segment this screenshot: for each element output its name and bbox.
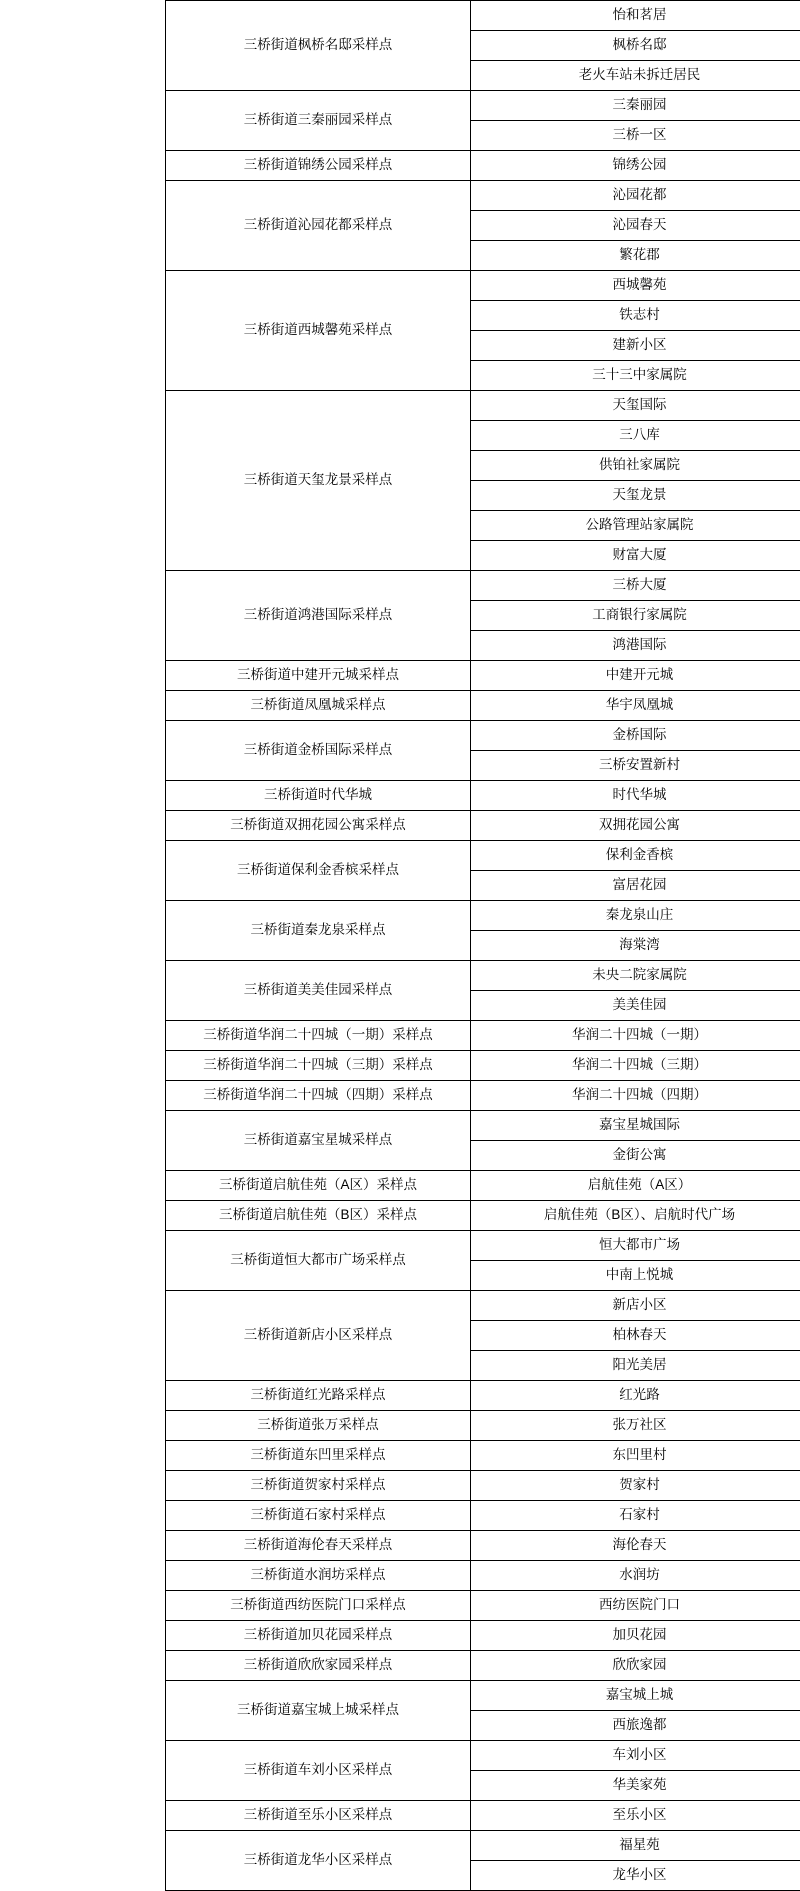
sampling-site-cell: 三桥街道张万采样点 xyxy=(166,1411,471,1441)
table-row xyxy=(166,961,800,991)
table-row xyxy=(166,691,800,721)
table-row xyxy=(166,151,800,181)
sampling-site-cell: 三桥街道贺家村采样点 xyxy=(166,1471,471,1501)
sampling-site-cell: 三桥街道龙华小区采样点 xyxy=(166,1831,471,1891)
sampling-site-cell: 三桥街道保利金香槟采样点 xyxy=(166,841,471,901)
sampling-site-cell: 三桥街道石家村采样点 xyxy=(166,1501,471,1531)
community-cell: 车刘小区 xyxy=(471,1741,800,1771)
sampling-site-cell: 三桥街道新店小区采样点 xyxy=(166,1291,471,1381)
table-row xyxy=(166,1111,800,1141)
community-cell: 柏林春天 xyxy=(471,1321,800,1351)
table-row xyxy=(166,1021,800,1051)
sampling-site-cell: 三桥街道至乐小区采样点 xyxy=(166,1801,471,1831)
community-cell: 嘉宝城上城 xyxy=(471,1681,800,1711)
table-row xyxy=(166,1231,800,1261)
sampling-site-cell: 三桥街道天玺龙景采样点 xyxy=(166,391,471,571)
table-body xyxy=(166,1,800,1891)
table-row xyxy=(166,1441,800,1471)
table-row xyxy=(166,1651,800,1681)
community-cell: 西城馨苑 xyxy=(471,271,800,301)
sampling-site-cell: 三桥街道启航佳苑（A区）采样点 xyxy=(166,1171,471,1201)
sampling-site-cell: 三桥街道欣欣家园采样点 xyxy=(166,1651,471,1681)
community-cell: 阳光美居 xyxy=(471,1351,800,1381)
sampling-site-cell: 三桥街道嘉宝城上城采样点 xyxy=(166,1681,471,1741)
community-cell: 恒大都市广场 xyxy=(471,1231,800,1261)
community-cell: 中南上悦城 xyxy=(471,1261,800,1291)
table-row xyxy=(166,1561,800,1591)
sampling-site-cell: 三桥街道金桥国际采样点 xyxy=(166,721,471,781)
table-row xyxy=(166,571,800,601)
table-row xyxy=(166,271,800,301)
community-cell: 繁花郡 xyxy=(471,241,800,271)
sampling-site-cell: 三桥街道时代华城 xyxy=(166,781,471,811)
sampling-site-cell: 三桥街道枫桥名邸采样点 xyxy=(166,1,471,91)
table-row xyxy=(166,1291,800,1321)
table-row xyxy=(166,811,800,841)
sampling-site-cell: 三桥街道沁园花都采样点 xyxy=(166,181,471,271)
table-row xyxy=(166,1411,800,1441)
community-cell: 三桥一区 xyxy=(471,121,800,151)
sampling-site-cell: 三桥街道东凹里采样点 xyxy=(166,1441,471,1471)
table-row xyxy=(166,661,800,691)
community-cell: 华润二十四城（一期） xyxy=(471,1021,800,1051)
table-row xyxy=(166,1471,800,1501)
table-row xyxy=(166,901,800,931)
community-cell: 时代华城 xyxy=(471,781,800,811)
table-row xyxy=(166,91,800,121)
community-cell: 双拥花园公寓 xyxy=(471,811,800,841)
community-cell: 华宇凤凰城 xyxy=(471,691,800,721)
community-cell: 公路管理站家属院 xyxy=(471,511,800,541)
community-cell: 枫桥名邸 xyxy=(471,31,800,61)
community-cell: 锦绣公园 xyxy=(471,151,800,181)
community-cell: 海伦春天 xyxy=(471,1531,800,1561)
community-cell: 财富大厦 xyxy=(471,541,800,571)
sampling-site-cell: 三桥街道海伦春天采样点 xyxy=(166,1531,471,1561)
table-row xyxy=(166,781,800,811)
community-cell: 至乐小区 xyxy=(471,1801,800,1831)
community-cell: 西旅逸都 xyxy=(471,1711,800,1741)
community-cell: 海棠湾 xyxy=(471,931,800,961)
sampling-site-cell: 三桥街道启航佳苑（B区）采样点 xyxy=(166,1201,471,1231)
community-cell: 沁园花都 xyxy=(471,181,800,211)
sampling-site-cell: 三桥街道中建开元城采样点 xyxy=(166,661,471,691)
community-cell: 石家村 xyxy=(471,1501,800,1531)
sampling-site-cell: 三桥街道锦绣公园采样点 xyxy=(166,151,471,181)
community-cell: 铁志村 xyxy=(471,301,800,331)
sampling-site-cell: 三桥街道水润坊采样点 xyxy=(166,1561,471,1591)
community-cell: 三桥安置新村 xyxy=(471,751,800,781)
community-cell: 秦龙泉山庄 xyxy=(471,901,800,931)
sampling-site-cell: 三桥街道西纺医院门口采样点 xyxy=(166,1591,471,1621)
sampling-site-cell: 三桥街道西城馨苑采样点 xyxy=(166,271,471,391)
community-cell: 天玺龙景 xyxy=(471,481,800,511)
sampling-site-cell: 三桥街道凤凰城采样点 xyxy=(166,691,471,721)
community-cell: 华美家苑 xyxy=(471,1771,800,1801)
community-cell: 美美佳园 xyxy=(471,991,800,1021)
community-cell: 西纺医院门口 xyxy=(471,1591,800,1621)
table-row xyxy=(166,1081,800,1111)
sampling-site-cell: 三桥街道华润二十四城（三期）采样点 xyxy=(166,1051,471,1081)
community-cell: 鸿港国际 xyxy=(471,631,800,661)
community-cell: 三十三中家属院 xyxy=(471,361,800,391)
table-row xyxy=(166,1831,800,1861)
table-row xyxy=(166,1801,800,1831)
community-cell: 华润二十四城（四期） xyxy=(471,1081,800,1111)
sampling-site-cell: 三桥街道双拥花园公寓采样点 xyxy=(166,811,471,841)
sampling-site-cell: 三桥街道加贝花园采样点 xyxy=(166,1621,471,1651)
community-cell: 金街公寓 xyxy=(471,1141,800,1171)
community-cell: 沁园春天 xyxy=(471,211,800,241)
sampling-site-cell: 三桥街道美美佳园采样点 xyxy=(166,961,471,1021)
table-row xyxy=(166,841,800,871)
community-cell: 供铂社家属院 xyxy=(471,451,800,481)
community-cell: 欣欣家园 xyxy=(471,1651,800,1681)
table-row xyxy=(166,1,800,31)
table-row xyxy=(166,1051,800,1081)
community-cell: 工商银行家属院 xyxy=(471,601,800,631)
sampling-site-table xyxy=(165,0,800,1891)
table-row xyxy=(166,1501,800,1531)
table-row xyxy=(166,1381,800,1411)
sampling-site-cell: 三桥街道华润二十四城（一期）采样点 xyxy=(166,1021,471,1051)
community-cell: 启航佳苑（A区） xyxy=(471,1171,800,1201)
community-cell: 富居花园 xyxy=(471,871,800,901)
community-cell: 老火车站未拆迁居民 xyxy=(471,61,800,91)
community-cell: 建新小区 xyxy=(471,331,800,361)
sampling-site-cell: 三桥街道三秦丽园采样点 xyxy=(166,91,471,151)
sampling-site-cell: 三桥街道车刘小区采样点 xyxy=(166,1741,471,1801)
community-cell: 龙华小区 xyxy=(471,1861,800,1891)
community-cell: 未央二院家属院 xyxy=(471,961,800,991)
table-row xyxy=(166,1201,800,1231)
community-cell: 中建开元城 xyxy=(471,661,800,691)
community-cell: 福星苑 xyxy=(471,1831,800,1861)
sampling-site-cell: 三桥街道红光路采样点 xyxy=(166,1381,471,1411)
community-cell: 东凹里村 xyxy=(471,1441,800,1471)
table-row xyxy=(166,1741,800,1771)
community-cell: 三八库 xyxy=(471,421,800,451)
table-row xyxy=(166,1171,800,1201)
community-cell: 新店小区 xyxy=(471,1291,800,1321)
table-row xyxy=(166,1681,800,1711)
community-cell: 启航佳苑（B区）、启航时代广场 xyxy=(471,1201,800,1231)
community-cell: 张万社区 xyxy=(471,1411,800,1441)
community-cell: 天玺国际 xyxy=(471,391,800,421)
community-cell: 保利金香槟 xyxy=(471,841,800,871)
table-row xyxy=(166,1591,800,1621)
table-row xyxy=(166,181,800,211)
community-cell: 嘉宝星城国际 xyxy=(471,1111,800,1141)
community-cell: 怡和茗居 xyxy=(471,1,800,31)
community-cell: 贺家村 xyxy=(471,1471,800,1501)
table-row xyxy=(166,1621,800,1651)
community-cell: 三桥大厦 xyxy=(471,571,800,601)
community-cell: 水润坊 xyxy=(471,1561,800,1591)
community-cell: 红光路 xyxy=(471,1381,800,1411)
table-row xyxy=(166,721,800,751)
community-cell: 金桥国际 xyxy=(471,721,800,751)
sampling-site-cell: 三桥街道华润二十四城（四期）采样点 xyxy=(166,1081,471,1111)
table-row xyxy=(166,391,800,421)
table-row xyxy=(166,1531,800,1561)
community-cell: 华润二十四城（三期） xyxy=(471,1051,800,1081)
sampling-site-cell: 三桥街道秦龙泉采样点 xyxy=(166,901,471,961)
community-cell: 加贝花园 xyxy=(471,1621,800,1651)
community-cell: 三秦丽园 xyxy=(471,91,800,121)
sampling-site-cell: 三桥街道恒大都市广场采样点 xyxy=(166,1231,471,1291)
sampling-site-cell: 三桥街道鸿港国际采样点 xyxy=(166,571,471,661)
sampling-site-cell: 三桥街道嘉宝星城采样点 xyxy=(166,1111,471,1171)
